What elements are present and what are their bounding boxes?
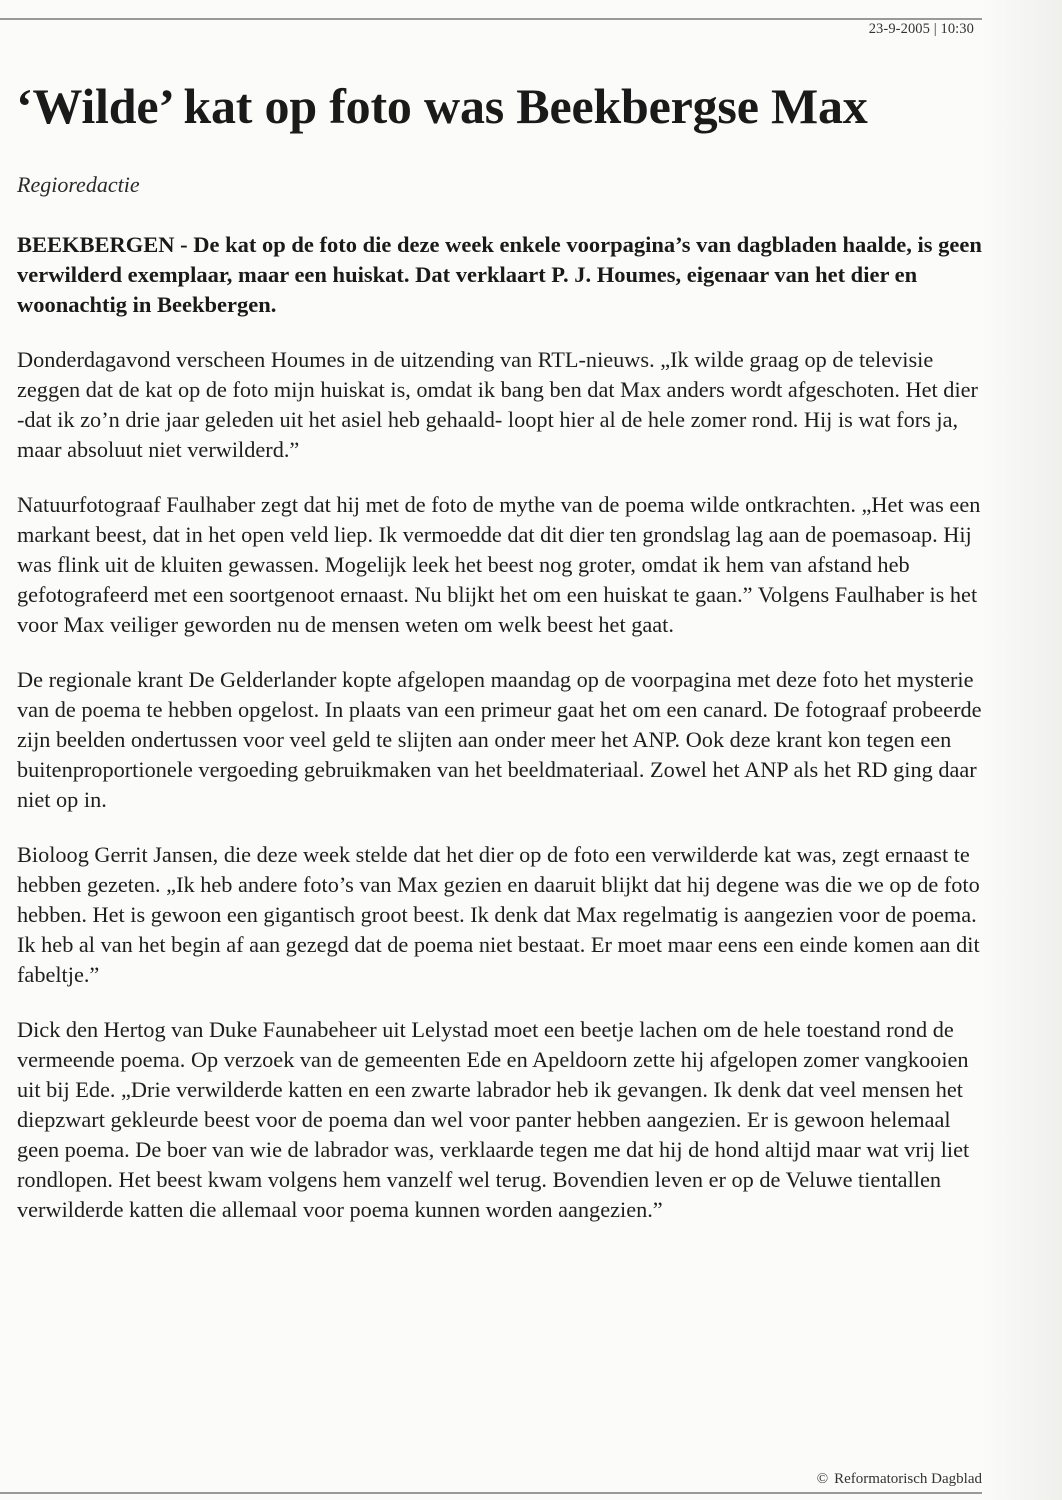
article-paragraph: Natuurfotograaf Faulhaber zegt dat hij met de foto de mythe van de poema wilde ontkrachten. „Het was een markant beest, dat in het open veld liep. Ik vermoedde dat dit dier ten grondslag lag aan de poemasoap. Hij was flink uit de kluiten gewassen. Mogelijk leek het beest nog groter, omdat ik hem van afstand heb gefotografeerd met een soortgenoot ernaast. Nu blijkt het om een huiskat te gaan.” Volgens Faulhaber is het voor Max veiliger geworden nu de mensen weten om welk beest het gaat. xyxy=(17,492,981,637)
scan-page-edge xyxy=(982,0,1062,1500)
article-body xyxy=(17,230,987,1250)
article-paragraph: Bioloog Gerrit Jansen, die deze week stelde dat het dier op de foto een verwilderde kat was, zegt ernaast te hebben gezeten. „Ik heb andere foto’s van Max gezien en daaruit blijkt dat hij degene was die we op de foto hebben. Het is gewoon een gigantisch groot beest. Ik denk dat Max regelmatig is aangezien voor de poema. Ik heb al van het begin af aan gezegd dat de poema niet bestaat. Er moet maar eens een einde komen aan dit fabeltje.” xyxy=(17,842,980,987)
article-lead: BEEKBERGEN - De kat op de foto die deze week enkele voorpagina’s van dagbladen haalde, is geen verwilderd exemplaar, maar een huiskat. Dat verklaart P. J. Houmes, eigenaar van het dier en woonachtig in Beekbergen. xyxy=(17,232,982,317)
dateline: 23-9-2005 | 10:30 xyxy=(868,21,974,37)
article-paragraph: De regionale krant De Gelderlander kopte afgelopen maandag op de voorpagina met deze foto het mysterie van de poema te hebben opgelost. In plaats van een primeur gaat het om een canard. De fotograaf probeerde zijn beelden ondertussen voor veel geld te slijten aan onder meer het ANP. Ook deze krant kon tegen een buitenproportionele vergoeding gebruikmaken van het beeldmateriaal. Zowel het ANP als het RD ging daar niet op in. xyxy=(17,667,982,812)
article-headline: ‘Wilde’ kat op foto was Beekbergse Max xyxy=(16,78,868,134)
copyright-icon: © xyxy=(816,1471,829,1487)
article-paragraph: Dick den Hertog van Duke Faunabeheer uit Lelystad moet een beetje lachen om de hele toestand rond de vermeende poema. Op verzoek van de gemeenten Ede en Apeldoorn zette hij afgelopen zomer vangkooien uit bij Ede. „Drie verwilderde katten en een zwarte labrador heb ik gevangen. Ik denk dat veel mensen het diepzwart gekleurde beest voor de poema dan wel voor panter hebben aangezien. Er is gewoon helemaal geen poema. De boer van wie de labrador was, verklaarde tegen me dat hij de hond altijd maar wat vrij liet rondlopen. Het beest kwam volgens hem vanzelf wel terug. Bovendien leven er op de Veluwe tientallen verwilderde katten die allemaal voor poema kunnen worden aangezien.” xyxy=(17,1017,970,1222)
copyright-notice xyxy=(817,1471,982,1488)
top-divider xyxy=(0,18,982,20)
article-paragraph: Donderdagavond verscheen Houmes in de uitzending van RTL-nieuws. „Ik wilde graag op de televisie zeggen dat de kat op de foto mijn huiskat is, omdat ik bang ben dat Max anders wordt afgeschoten. Het dier -dat ik zo’n drie jaar geleden uit het asiel heb gehaald- loopt hier al de hele zomer rond. Hij is wat fors ja, maar absoluut niet verwilderd.” xyxy=(17,347,978,462)
copyright-text: Reformatorisch Dagblad xyxy=(834,1471,982,1487)
article-byline: Regioredactie xyxy=(17,172,140,197)
bottom-divider xyxy=(0,1492,982,1494)
